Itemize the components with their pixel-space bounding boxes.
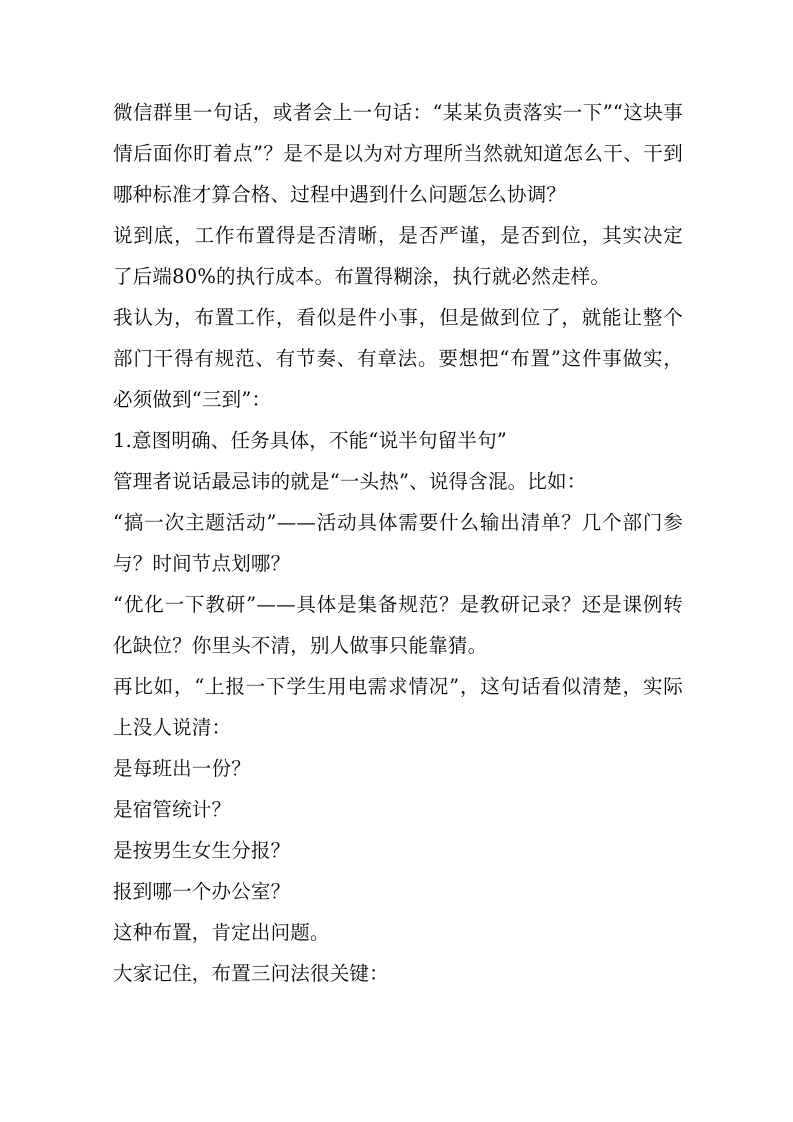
paragraph: 我认为，布置工作，看似是件小事，但是做到位了，就能让整个部门干得有规范、有节奏、有章法。要想把“布置”这件事做实，必须做到“三到”： <box>113 306 683 411</box>
paragraph: 是宿管统计？ <box>113 798 232 821</box>
paragraph: 大家记住，布置三问法很关键： <box>113 962 389 985</box>
paragraph: 再比如，“上报一下学生用电需求情况”，这句话看似清楚，实际上没人说清： <box>113 675 683 739</box>
paragraph: 是每班出一份？ <box>113 757 251 780</box>
paragraph: 这种布置，肯定出问题。 <box>113 921 330 944</box>
paragraph: 微信群里一句话，或者会上一句话：“某某负责落实一下”“这块事情后面你盯着点”？是不是以为对方理所当然就知道怎么干、干到哪种标准才算合格、过程中遇到什么问题怎么协调？ <box>113 101 683 206</box>
paragraph: 说到底，工作布置得是否清晰，是否严谨，是否到位，其实决定了后端80%的执行成本。布置得糊涂，执行就必然走样。 <box>113 224 683 288</box>
paragraph: “搞一次主题活动”——活动具体需要什么输出清单？几个部门参与？时间节点划哪？ <box>113 511 683 575</box>
paragraph: 1.意图明确、任务具体，不能“说半句留半句” <box>113 429 507 452</box>
paragraph: “优化一下教研”——具体是集备规范？是教研记录？还是课例转化缺位？你里头不清，别人做事只能靠猜。 <box>113 593 683 657</box>
document-body <box>113 92 683 994</box>
paragraph: 报到哪一个办公室？ <box>113 880 291 903</box>
paragraph: 管理者说话最忌讳的就是“一头热”、说得含混。比如： <box>113 470 587 493</box>
paragraph: 是按男生女生分报？ <box>113 839 291 862</box>
